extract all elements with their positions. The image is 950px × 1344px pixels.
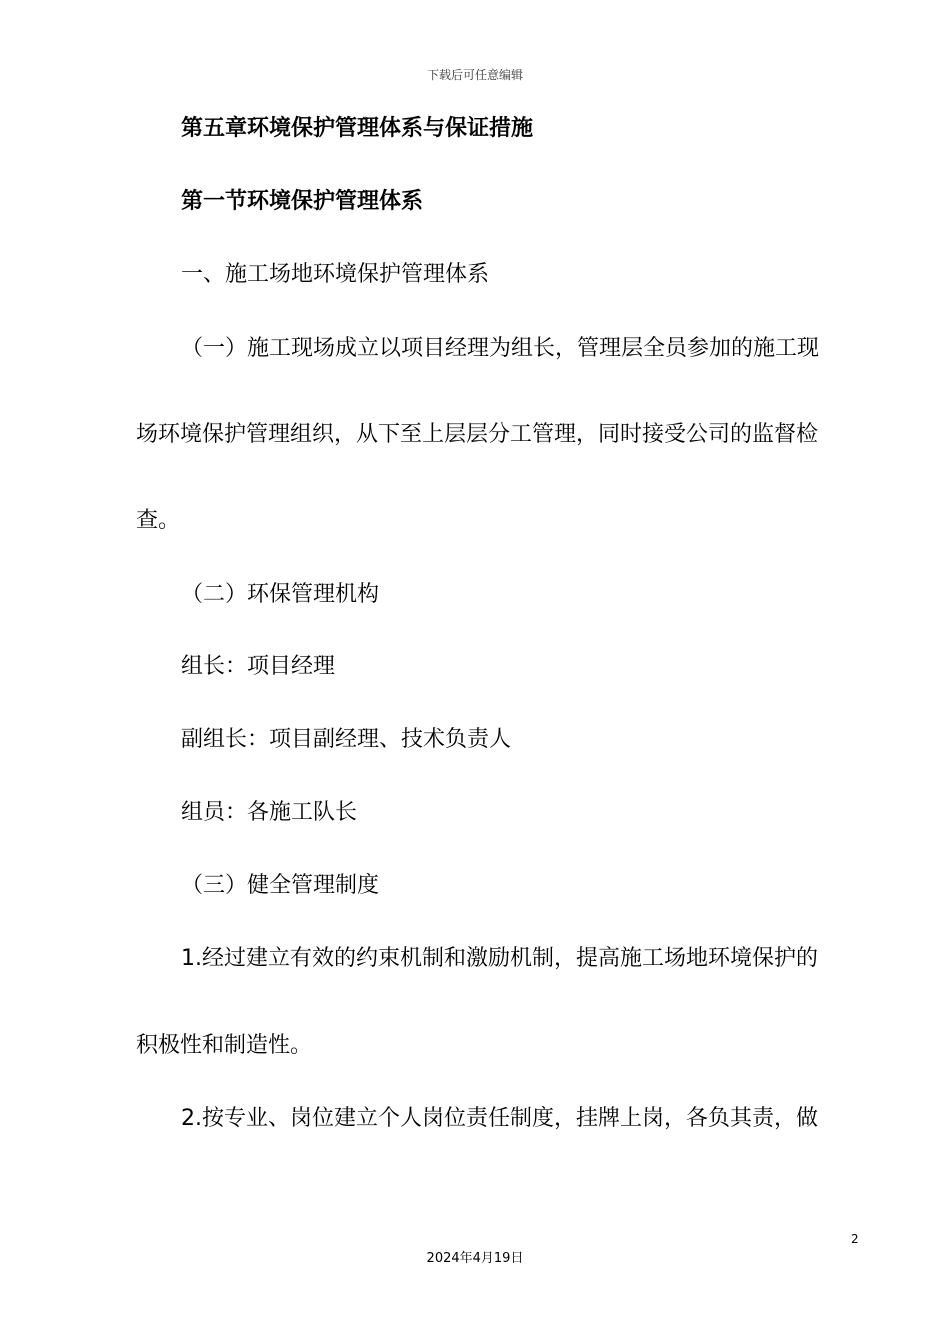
chapter-title: 第五章环境保护管理体系与保证措施 bbox=[181, 116, 534, 141]
header-note: 下载后可任意编辑 bbox=[426, 68, 523, 82]
paragraph-line: （一）施工现场成立以项目经理为组长，管理层全员参加的施工现 bbox=[181, 336, 820, 361]
page-number: 2 bbox=[851, 1232, 859, 1246]
paragraph-line: 2.按专业、岗位建立个人岗位责任制度，挂牌上岗，各负其责，做 bbox=[181, 1106, 818, 1131]
item-heading: （三）健全管理制度 bbox=[181, 873, 380, 898]
leader-line: 组长：项目经理 bbox=[181, 654, 336, 679]
paragraph-line: 场环境保护管理组织，从下至上层层分工管理，同时接受公司的监督检 bbox=[136, 422, 819, 447]
members-line: 组员：各施工队长 bbox=[181, 800, 358, 825]
deputy-leader-line: 副组长：项目副经理、技术负责人 bbox=[181, 727, 512, 752]
item-heading: （二）环保管理机构 bbox=[181, 582, 380, 607]
section-title: 第一节环境保护管理体系 bbox=[181, 189, 424, 214]
paragraph-line: 查。 bbox=[136, 508, 181, 533]
subsection-heading: 一、施工场地环境保护管理体系 bbox=[181, 262, 490, 287]
paragraph-line: 积极性和制造性。 bbox=[136, 1033, 313, 1058]
footer-date: 2024年4月19日 bbox=[426, 1251, 524, 1266]
paragraph-line: 1.经过建立有效的约束机制和激励机制，提高施工场地环境保护的 bbox=[181, 946, 818, 971]
